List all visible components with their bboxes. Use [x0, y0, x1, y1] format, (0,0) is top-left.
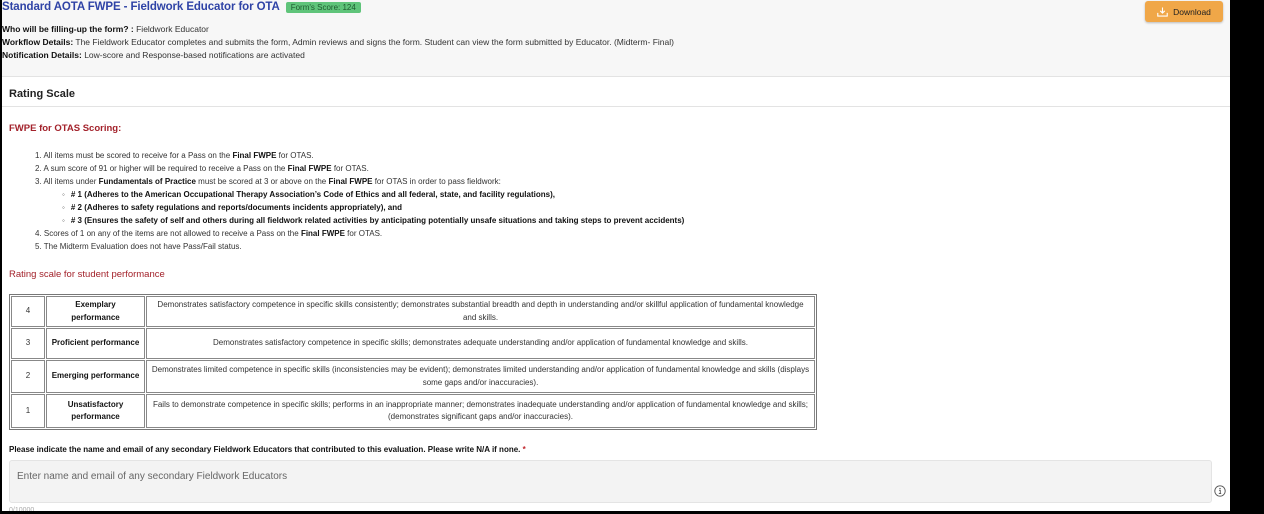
section-divider	[2, 106, 1230, 107]
secondary-educators-question	[9, 445, 526, 454]
scoring-rules	[35, 149, 684, 253]
score-badge: Form's Score: 124	[286, 2, 361, 13]
table-row	[11, 360, 815, 393]
rule-4: 4. Scores of 1 on any of the items are not allowed to receive a Pass on the Final FWPE for OTAS.	[35, 229, 383, 238]
form-viewer	[2, 0, 1230, 511]
table-row	[11, 328, 815, 359]
rule-1: 1. All items must be scored to receive for a Pass on the Final FWPE for OTAS.	[35, 151, 314, 160]
label-cell: Proficient performance	[46, 328, 145, 359]
who-value: Fieldwork Educator	[136, 24, 209, 34]
rule-2: 2. A sum score of 91 or higher will be required to receive a Pass on the Final FWPE for OTAS.	[35, 164, 369, 173]
rule-5: 5. The Midterm Evaluation does not have Pass/Fail status.	[35, 242, 242, 251]
sub-rule-2: ◦ # 2 (Adheres to safety regulations and reports/documents incidents appropriately), and	[62, 201, 684, 214]
form-header	[2, 0, 1230, 77]
download-icon	[1157, 7, 1168, 17]
table-row	[11, 296, 815, 327]
secondary-educators-input[interactable]	[9, 460, 1212, 503]
question-label: Please indicate the name and email of any secondary Fieldwork Educators that contributed to this evaluation. Please write N/A if none.	[9, 445, 521, 454]
rule-3: 3. All items under Fundamentals of Practice must be scored at 3 or above on the Final FWPE for OTAS in order to pass fieldwork:	[35, 177, 501, 186]
label-cell: Unsatisfactory performance	[46, 394, 145, 428]
rating-scale-heading: Rating scale for student performance	[9, 269, 165, 280]
who-fills-line	[2, 24, 209, 34]
scoring-heading: FWPE for OTAS Scoring:	[9, 123, 122, 134]
score-cell: 3	[11, 328, 45, 359]
required-mark: *	[522, 445, 526, 454]
notification-value: Low-score and Response-based notifications are activated	[84, 50, 305, 60]
description-cell: Demonstrates satisfactory competence in specific skills; demonstrates adequate understanding and/or application of fundamental knowledge and skills.	[146, 328, 815, 359]
rating-scale-table	[9, 294, 817, 430]
label-cell: Emerging performance	[46, 360, 145, 393]
fundamentals-sub-rules	[35, 188, 684, 227]
description-cell: Fails to demonstrate competence in specific skills; performs in an inappropriate manner; demonstrates inadequate understanding and/or application of fundamental knowledge and skills; (demonstrates significant gaps and/or inaccuracies).	[146, 394, 815, 428]
score-cell: 1	[11, 394, 45, 428]
form-title: Standard AOTA FWPE - Fieldwork Educator for OTA	[2, 1, 280, 13]
notification-line	[2, 50, 305, 60]
workflow-line	[2, 37, 674, 47]
section-title: Rating Scale	[9, 88, 76, 100]
description-cell: Demonstrates limited competence in specific skills (inconsistencies may be evident); demonstrates limited understanding and/or application of fundamental knowledge and skills (displays some gaps and/or inaccuracies).	[146, 360, 815, 393]
workflow-value: The Fieldwork Educator completes and submits the form, Admin reviews and signs the form. Student can view the form submitted by Educator. (Midterm- Final)	[75, 37, 674, 47]
info-circle-icon[interactable]	[1214, 485, 1226, 497]
score-cell: 2	[11, 360, 45, 393]
sub-rule-1: ◦ # 1 (Adheres to the American Occupational Therapy Association’s Code of Ethics and all federal, state, and facility regulations),	[62, 188, 684, 201]
download-button[interactable]	[1145, 1, 1223, 22]
workflow-label: Workflow Details:	[2, 37, 74, 47]
score-cell: 4	[11, 296, 45, 327]
notification-label: Notification Details:	[2, 50, 82, 60]
download-label: Download	[1173, 6, 1211, 17]
table-row	[11, 394, 815, 428]
who-label: Who will be filling-up the form? :	[2, 24, 134, 34]
description-cell: Demonstrates satisfactory competence in specific skills consistently; demonstrates substantial breadth and depth in understanding and/or skillful application of fundamental knowledge and skills.	[146, 296, 815, 327]
label-cell: Exemplary performance	[46, 296, 145, 327]
char-count: 0/10000	[9, 507, 35, 511]
sub-rule-3: ◦ # 3 (Ensures the safety of self and others during all fieldwork related activities by anticipating potentially unsafe situations and taking steps to prevent accidents)	[62, 214, 684, 227]
title-row	[2, 1, 361, 13]
